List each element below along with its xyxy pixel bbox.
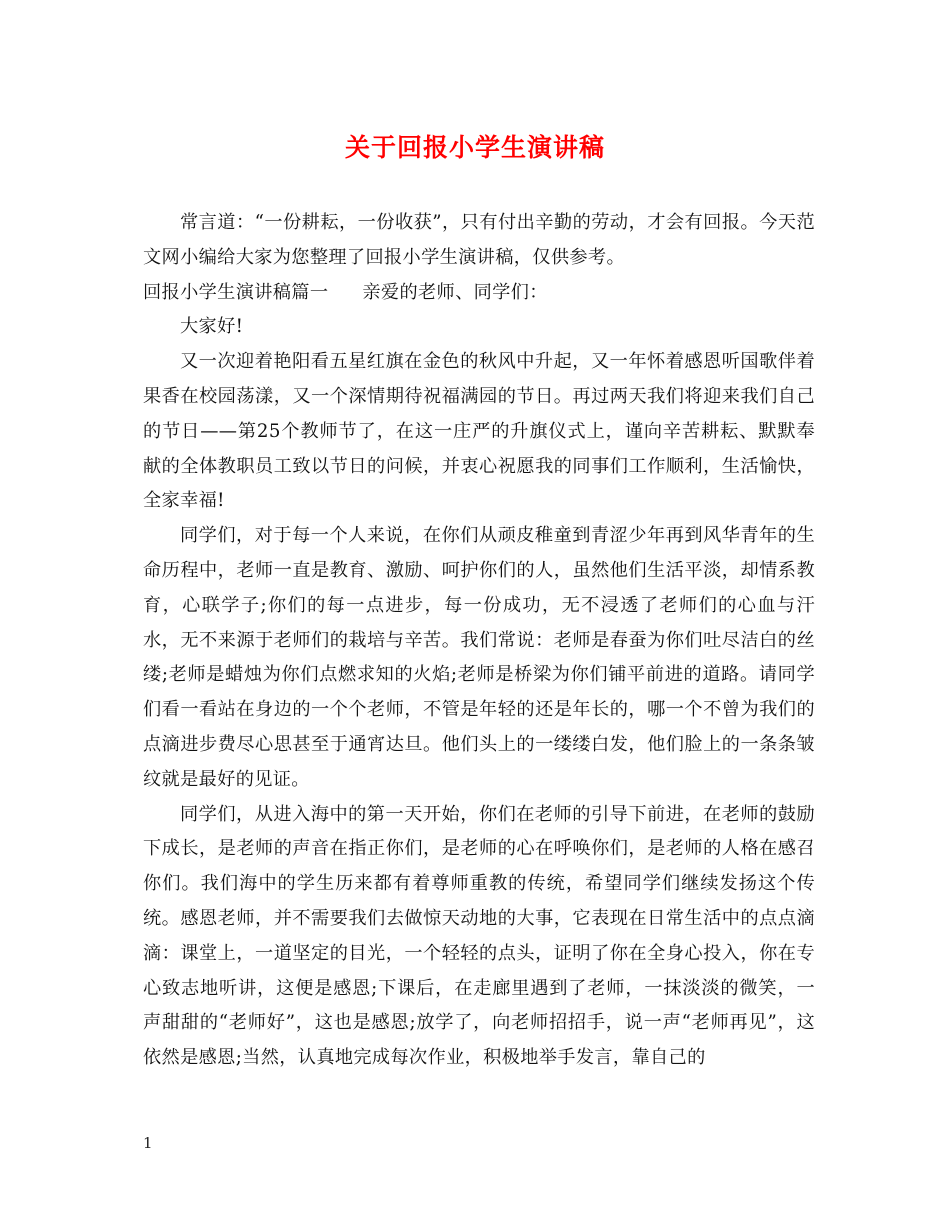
document-body: [143, 206, 815, 1076]
section-heading: 回报小学生演讲稿篇一: [143, 281, 329, 303]
section-heading-row: [143, 276, 815, 311]
page-number: 1: [143, 1134, 153, 1152]
heading-gap: [328, 276, 362, 311]
greeting: 大家好!: [180, 316, 244, 338]
document-title: 关于回报小学生演讲稿: [344, 133, 605, 162]
body-paragraph-3: 同学们，从进入海中的第一天开始，你们在老师的引导下前进，在老师的鼓励下成长，是老师的声音在指正你们，是老师的心在呼唤你们，是老师的人格在感召你们。我们海中的学生历来都有着尊师重教的传统，希望同学们继续发扬这个传统。感恩老师，并不需要我们去做惊天动地的大事，它表现在日常生活中的点点滴滴：课堂上，一道坚定的目光，一个轻轻的点头，证明了你在全身心投入，你在专心致志地听讲，这便是感恩;下课后，在走廊里遇到了老师，一抹淡淡的微笑，一声甜甜的“老师好”，这也是感恩;放学了，向老师招招手，说一声“老师再见”，这依然是感恩;当然，认真地完成每次作业，积极地举手发言，靠自己的: [143, 803, 815, 1069]
salutation: 亲爱的老师、同学们：: [362, 281, 548, 303]
body-paragraph-2: 同学们，对于每一个人来说，在你们从顽皮稚童到青涩少年再到风华青年的生命历程中，老师一直是教育、激励、呵护你们的人，虽然他们生活平淡，却情系教育，心联学子;你们的每一点进步，每一份成功，无不浸透了老师们的心血与汗水，无不来源于老师们的栽培与辛苦。我们常说：老师是春蚕为你们吐尽洁白的丝缕;老师是蜡烛为你们点燃求知的火焰;老师是桥梁为你们铺平前进的道路。请同学们看一看站在身边的一个个老师，不管是年轻的还是年长的，哪一个不曾为我们的点滴进步费尽心思甚至于通宵达旦。他们头上的一缕缕白发，他们脸上的一条条皱纹就是最好的见证。: [143, 525, 815, 790]
body-paragraph-1: 又一次迎着艳阳看五星红旗在金色的秋风中升起，又一年怀着感恩听国歌伴着果香在校园荡漾，又一个深情期待祝福满园的节日。再过两天我们将迎来我们自己的节日——第25个教师节了，在这一庄严的升旗仪式上，谨向辛苦耕耘、默默奉献的全体教职员工致以节日的问候，并衷心祝愿我的同事们工作顺利，生活愉快，全家幸福!: [143, 351, 815, 512]
intro-paragraph: 常言道：“一份耕耘，一份收获”，只有付出辛勤的劳动，才会有回报。今天范文网小编给大家为您整理了回报小学生演讲稿，仅供参考。: [143, 212, 815, 268]
